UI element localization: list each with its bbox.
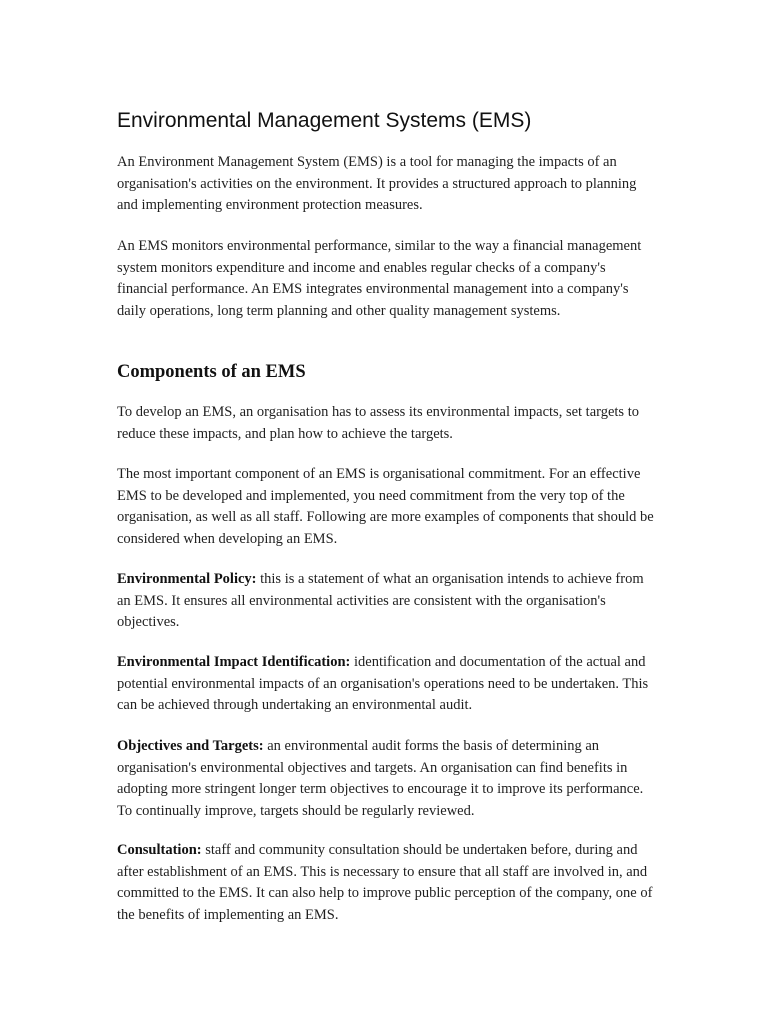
component-consultation [117,840,657,926]
document-title: Environmental Management Systems (EMS) [117,109,532,132]
intro-paragraph: An EMS monitors environmental performance, similar to the way a financial management system monitors expenditure and income and enables regular checks of a company's financial performance. An EMS integrates environmental management into a company's daily operations, long term planning and other quality management systems. [117,238,642,319]
component-term: Objectives and Targets: [117,738,264,754]
component-term: Environmental Impact Identification: [117,654,351,670]
section-heading: Components of an EMS [117,362,306,382]
component-environmental-policy [117,569,657,634]
section-paragraph: The most important component of an EMS is organisational commitment. For an effective EMS to be developed and implemented, you need commitment from the very top of the organisation, as well as all staff. Following are more examples of components that should be considered when developing an EMS. [117,466,654,547]
component-description: staff and community consultation should be undertaken before, during and after establishment of an EMS. This is necessary to ensure that all staff are involved in, and committed to the EMS. It can also help to improve public perception of the company, one of the benefits of implementing an EMS. [117,842,653,923]
section-paragraph: To develop an EMS, an organisation has to assess its environmental impacts, set targets to reduce these impacts, and plan how to achieve the targets. [117,404,639,442]
component-impact-identification [117,652,657,717]
component-term: Consultation: [117,842,202,858]
component-term: Environmental Policy: [117,571,257,587]
intro-paragraph: An Environment Management System (EMS) is a tool for managing the impacts of an organisation's activities on the environment. It provides a structured approach to planning and implementing environment protection measures. [117,154,637,213]
component-description: an environmental audit forms the basis of determining an organisation's environmental objectives and targets. An organisation can find benefits in adopting more stringent longer term objectives to encourage it to improve its performance. To continually improve, targets should be regularly reviewed. [117,738,644,819]
component-objectives-targets [117,736,657,822]
component-description: identification and documentation of the actual and potential environmental impacts of an organisation's operations need to be undertaken. This can be achieved through undertaking an environmental audit. [117,654,649,713]
component-description: this is a statement of what an organisation intends to achieve from an EMS. It ensures all environmental activities are consistent with the organisation's objectives. [117,571,644,630]
